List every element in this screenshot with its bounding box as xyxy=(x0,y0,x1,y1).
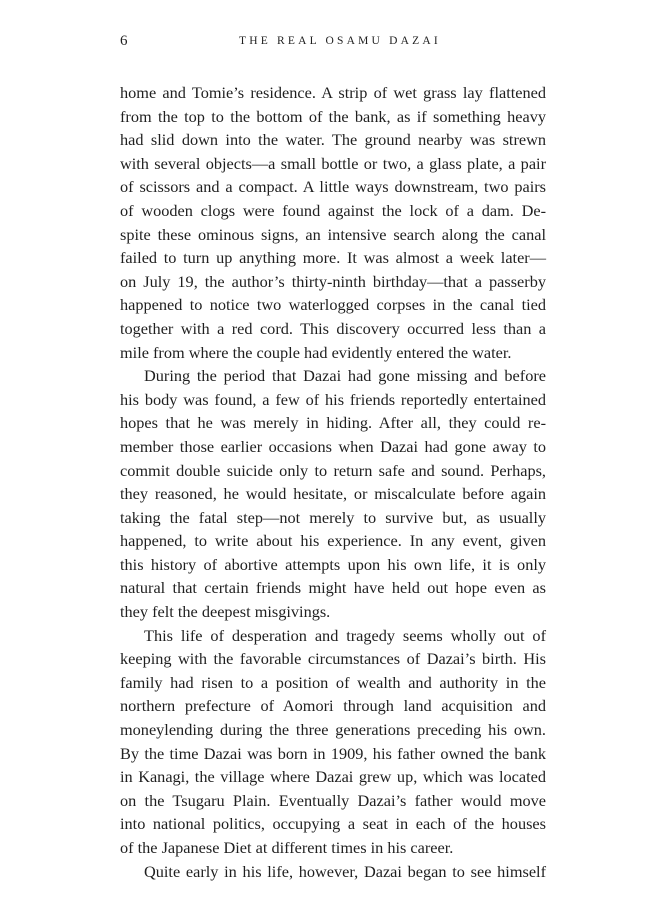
text-line: into national politics, occupying a seat in each of the houses xyxy=(120,814,546,834)
text-line: family had risen to a position of wealth and authority in the xyxy=(120,672,546,692)
text-line: of scissors and a compact. A little ways downstream, two pairs xyxy=(120,177,546,197)
text-line: on July 19, the author’s thirty-ninth birthday—that a passerby xyxy=(120,271,546,291)
text-line: on the Tsugaru Plain. Eventually Dazai’s father would move xyxy=(120,790,546,810)
text-line: together with a red cord. This discovery occurred less than a xyxy=(120,318,546,338)
running-head xyxy=(120,33,546,53)
text-line: had slid down into the water. The ground nearby was strewn xyxy=(120,130,546,150)
text-line: they felt the deepest misgivings. xyxy=(120,602,331,622)
page-number: 6 xyxy=(120,33,128,49)
text-line: taking the fatal step—not merely to survive but, as usually xyxy=(120,507,546,527)
text-line: This life of desperation and tragedy seems wholly out of xyxy=(144,625,546,645)
text-line: failed to turn up anything more. It was almost a week later— xyxy=(120,248,546,268)
text-line: moneylending during the three generations preceding his own. xyxy=(120,720,546,740)
text-line: hopes that he was merely in hiding. After all, they could re- xyxy=(120,413,546,433)
text-line: By the time Dazai was born in 1909, his father owned the bank xyxy=(120,743,546,763)
text-line: keeping with the favorable circumstances of Dazai’s birth. His xyxy=(120,649,546,669)
text-line: in Kanagi, the village where Dazai grew up, which was located xyxy=(120,767,546,787)
text-line: this history of abortive attempts upon his own life, it is only xyxy=(120,554,546,574)
text-line: they reasoned, he would hesitate, or miscalculate before again xyxy=(120,484,546,504)
text-line: member those earlier occasions when Dazai had gone away to xyxy=(120,436,546,456)
text-line: During the period that Dazai had gone missing and before xyxy=(144,366,546,386)
text-line: northern prefecture of Aomori through land acquisition and xyxy=(120,696,546,716)
text-line: spite these ominous signs, an intensive search along the canal xyxy=(120,224,546,244)
text-line: happened to notice two waterlogged corpses in the canal tied xyxy=(120,295,546,315)
text-line: with several objects—a small bottle or two, a glass plate, a pair xyxy=(120,153,546,173)
text-line: mile from where the couple had evidently entered the water. xyxy=(120,342,512,362)
paragraph xyxy=(120,81,546,364)
paragraph xyxy=(120,624,546,860)
paragraph xyxy=(120,860,546,884)
running-head-title: THE REAL OSAMU DAZAI xyxy=(239,35,441,47)
paragraph xyxy=(120,364,546,624)
text-line: of the Japanese Diet at different times in his career. xyxy=(120,838,454,857)
text-line: happened, to write about his experience. In any event, given xyxy=(120,531,546,551)
text-line: commit double suicide only to return safe and sound. Perhaps, xyxy=(120,460,546,480)
text-line: natural that certain friends might have held out hope even as xyxy=(120,578,546,598)
text-line: from the top to the bottom of the bank, as if something heavy xyxy=(120,106,546,126)
text-line: of wooden clogs were found against the lock of a dam. De- xyxy=(120,200,546,220)
body-text xyxy=(120,81,546,883)
text-line: Quite early in his life, however, Dazai began to see himself xyxy=(144,861,546,881)
text-line: his body was found, a few of his friends reportedly entertained xyxy=(120,389,546,409)
text-line: home and Tomie’s residence. A strip of wet grass lay flattened xyxy=(120,83,546,102)
